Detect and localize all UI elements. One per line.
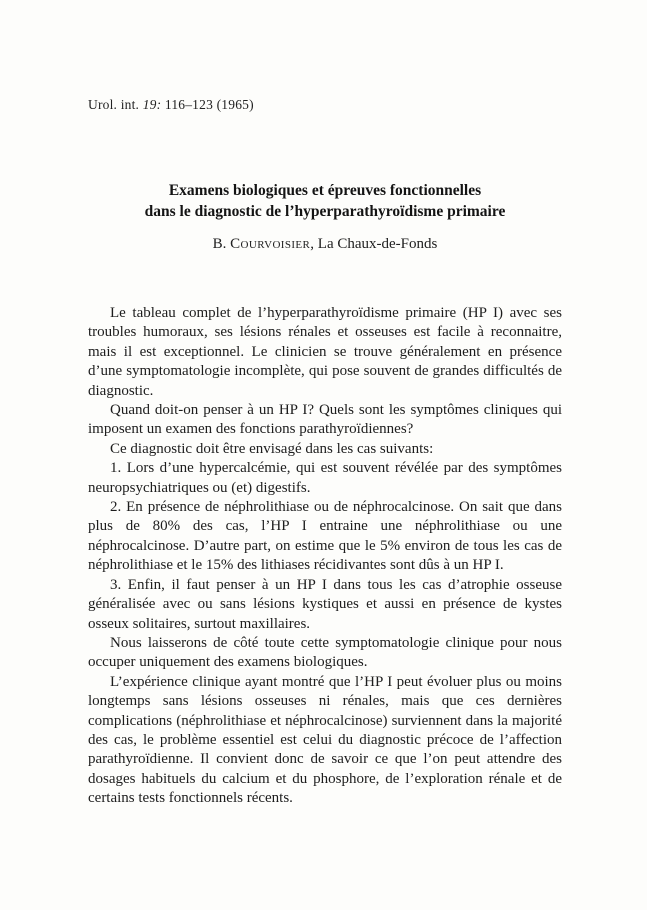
paragraph: Quand doit-on penser à un HP I? Quels sont les symptômes cliniques qui imposent un examen des fonctions parathyroïdiennes? — [88, 402, 562, 438]
author-affiliation: , La Chaux-de-Fonds — [310, 236, 438, 252]
journal-name: Urol. int. — [88, 97, 143, 112]
paragraph: Le tableau complet de l’hyperparathyroïdisme primaire (HP I) avec ses troubles humoraux, ses lésions rénales et osseuses est facile à reconnaitre, mais il est exceptionnel. Le clinicien se trouve généralement en présence d’une symptomatologie incomplète, qui pose souvent de grandes difficultés de diagnostic. — [88, 305, 562, 399]
paragraph: Nous laisserons de côté toute cette symptomatologie clinique pour nous occuper uniquement des examens biologiques. — [88, 634, 562, 671]
journal-reference — [88, 97, 562, 112]
journal-volume: 19: — [142, 97, 162, 112]
article-title-line2: dans le diagnostic de l’hyperparathyroïdisme primaire — [144, 203, 506, 220]
journal-pages: 116–123 (1965) — [161, 97, 254, 112]
article-title — [88, 180, 562, 222]
paragraph: 1. Lors d’une hypercalcémie, qui est souvent révélée par des symptômes neuropsychiatriques ou (et) digestifs. — [88, 460, 562, 496]
paragraph: 3. Enfin, il faut penser à un HP I dans tous les cas d’atrophie osseuse généralisée avec ou sans lésions kystiques et aussi en présence de kystes osseux solitaires, surtout maxillaires. — [88, 576, 562, 632]
author-line — [88, 236, 562, 253]
article-title-line1: Examens biologiques et épreuves fonctionnelles — [168, 182, 482, 199]
author-initial: B. — [212, 236, 231, 252]
author-surname: Courvoisier — [230, 236, 311, 252]
paragraph: Ce diagnostic doit être envisagé dans les cas suivants: — [110, 440, 434, 457]
page-content — [88, 0, 562, 809]
paragraph: L’expérience clinique ayant montré que l’HP I peut évoluer plus ou moins longtemps sans lésions osseuses ni rénales, mais que ces dernières complications (néphrolithiase et néphrocalcinose) surviennent dans la majorité des cas, le problème essentiel est celui du diagnostic précoce de l’affection parathyroïdienne. Il convient donc de savoir ce que l’on peut attendre des dosages habituels du calcium et du phosphore, de l’exploration rénale et de certains tests fonctionnels récents. — [88, 673, 562, 807]
paragraph: 2. En présence de néphrolithiase ou de néphrocalcinose. On sait que dans plus de 80% des cas, l’HP I entraine une néphrolithiase ou une néphrocalcinose. D’autre part, on estime que le 5% environ de tous les cas de néphrolithiase et le 15% des lithiases récidivantes sont dûs à un HP I. — [88, 499, 562, 574]
article-body — [88, 304, 562, 809]
